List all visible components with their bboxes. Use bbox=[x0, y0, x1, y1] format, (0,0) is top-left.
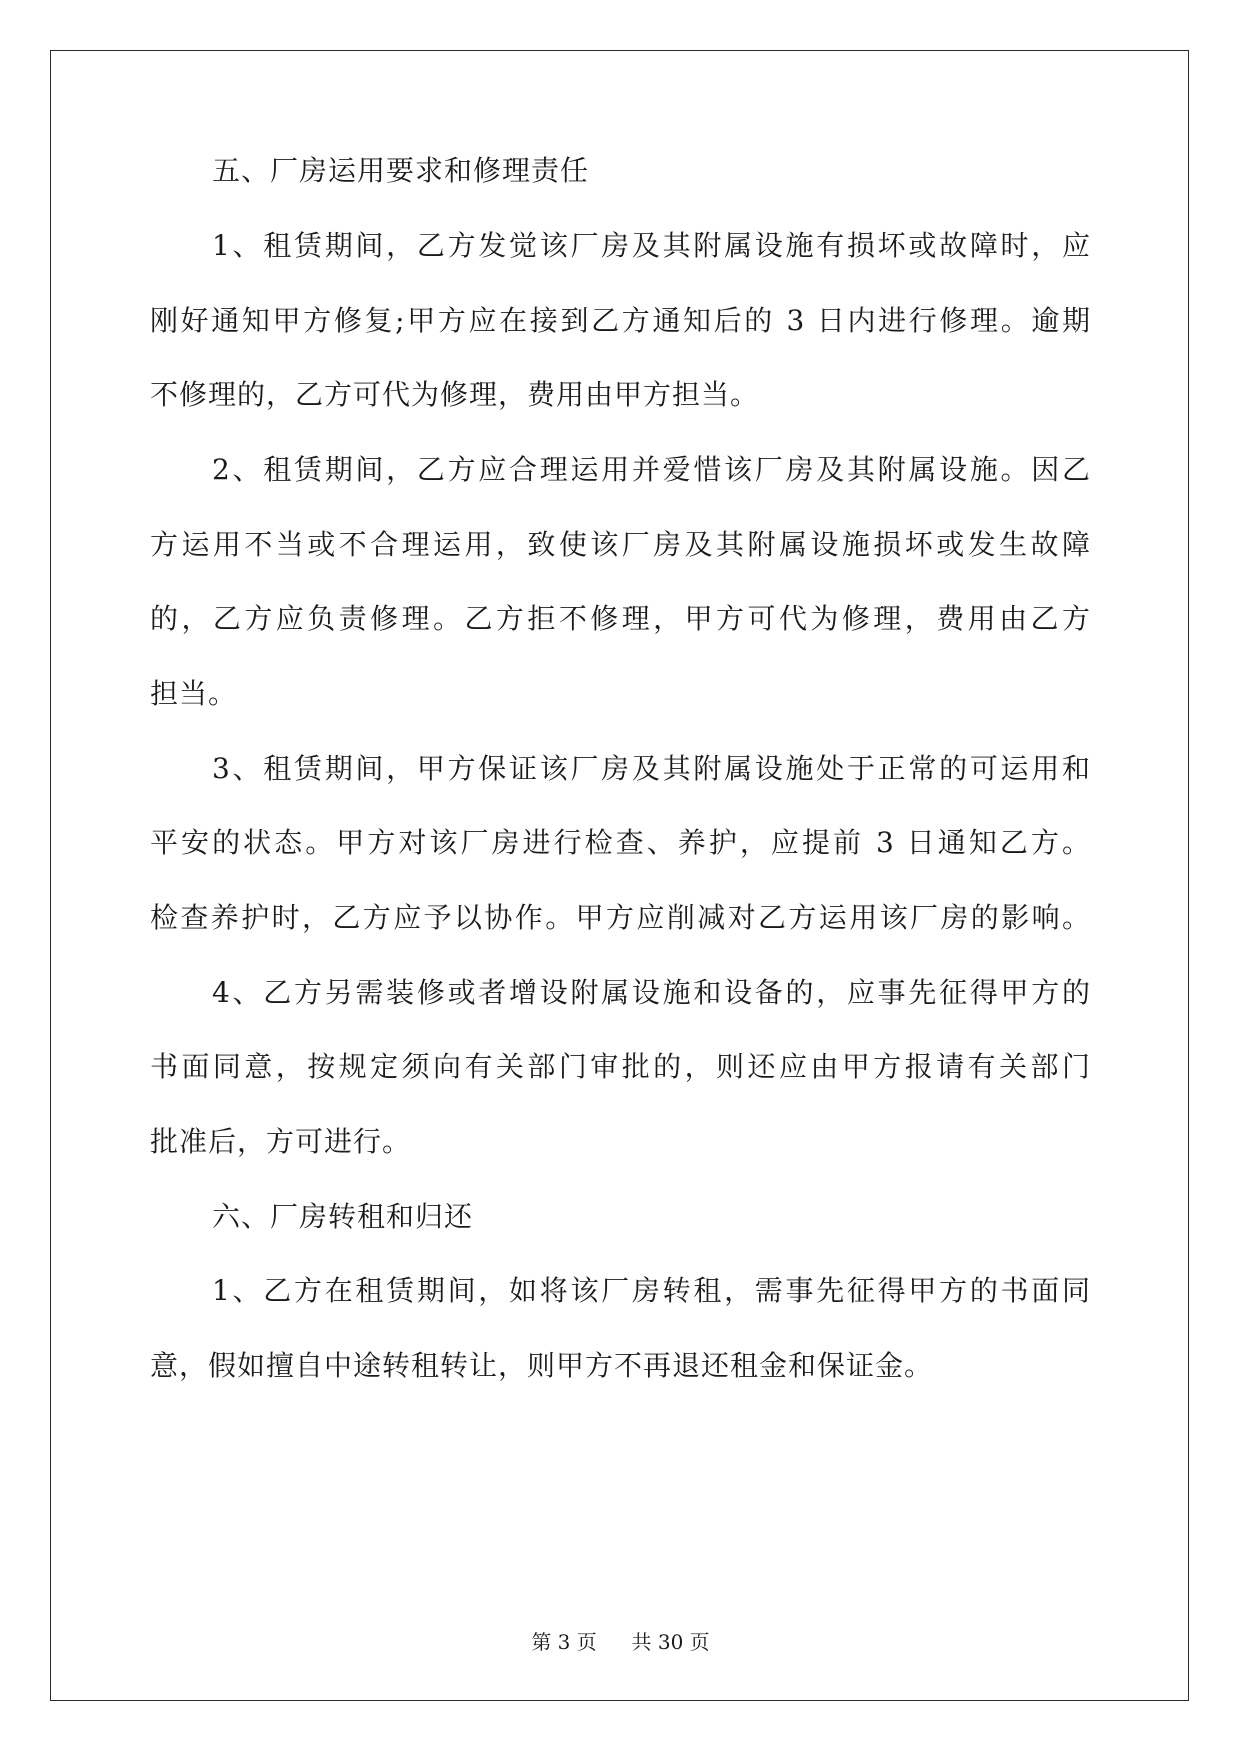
paragraph-line: 检查养护时，乙方应予以协作。甲方应削减对乙方运用该厂房的影响。 bbox=[150, 901, 1091, 934]
paragraph-line: 1、租赁期间，乙方发觉该厂房及其附属设施有损坏或故障时，应 bbox=[212, 229, 1091, 262]
paragraph-line: 担当。 bbox=[150, 677, 238, 710]
paragraph-line: 4、乙方另需装修或者增设附属设施和设备的，应事先征得甲方的 bbox=[212, 976, 1091, 1009]
paragraph-line: 刚好通知甲方修复;甲方应在接到乙方通知后的 3 日内进行修理。逾期 bbox=[150, 304, 1091, 337]
paragraph-line: 平安的状态。甲方对该厂房进行检查、养护，应提前 3 日通知乙方。 bbox=[150, 826, 1091, 859]
paragraph-line: 1、乙方在租赁期间，如将该厂房转租，需事先征得甲方的书面同 bbox=[212, 1274, 1091, 1307]
paragraph-line: 的，乙方应负责修理。乙方拒不修理，甲方可代为修理，费用由乙方 bbox=[150, 602, 1091, 635]
page-footer bbox=[0, 1630, 1241, 1654]
page-number: 第 3 页 bbox=[531, 1630, 597, 1654]
paragraph-line: 2、租赁期间，乙方应合理运用并爱惜该厂房及其附属设施。因乙 bbox=[212, 453, 1091, 486]
paragraph-line: 方运用不当或不合理运用，致使该厂房及其附属设施损坏或发生故障 bbox=[150, 528, 1091, 561]
section-heading: 五、厂房运用要求和修理责任 bbox=[212, 154, 590, 187]
page-total: 共 30 页 bbox=[631, 1630, 710, 1654]
paragraph-line: 批准后，方可进行。 bbox=[150, 1125, 412, 1158]
paragraph-line: 书面同意，按规定须向有关部门审批的，则还应由甲方报请有关部门 bbox=[150, 1050, 1091, 1083]
section-heading: 六、厂房转租和归还 bbox=[212, 1200, 474, 1233]
page-border bbox=[50, 50, 1189, 1701]
paragraph-line: 不修理的，乙方可代为修理，费用由甲方担当。 bbox=[150, 378, 760, 411]
paragraph-line: 意，假如擅自中途转租转让，则甲方不再退还租金和保证金。 bbox=[150, 1349, 934, 1382]
paragraph-line: 3、租赁期间，甲方保证该厂房及其附属设施处于正常的可运用和 bbox=[212, 752, 1091, 785]
